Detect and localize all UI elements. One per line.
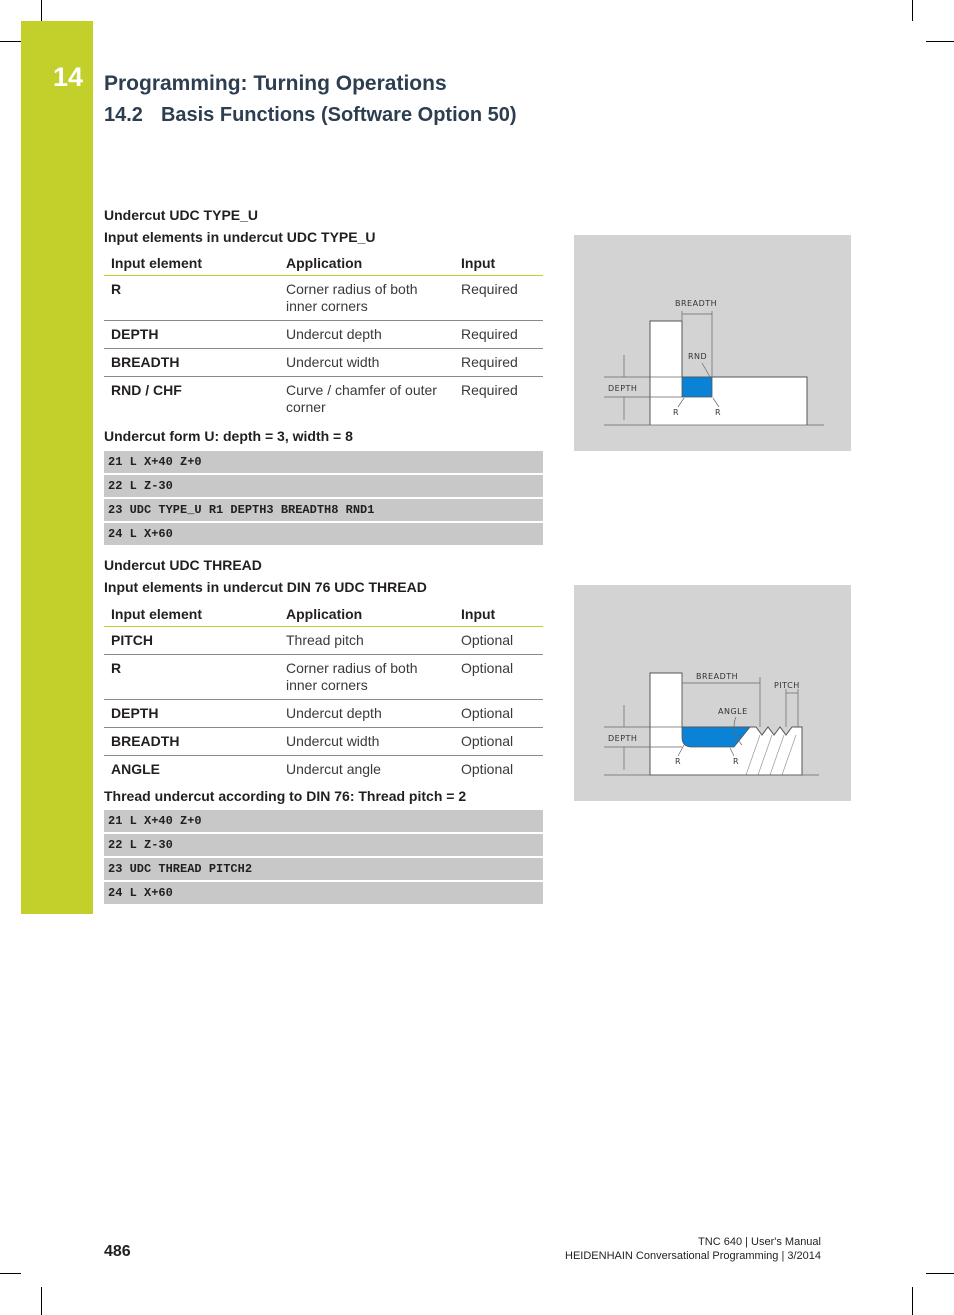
code-line: 23 UDC THREAD PITCH2: [104, 858, 543, 880]
section-title: [104, 104, 517, 127]
table-row: [104, 349, 543, 377]
block1-table-caption: Input elements in undercut UDC TYPE_U: [104, 229, 376, 245]
crop-mark: [926, 41, 954, 42]
cell-input: Optional: [454, 655, 543, 700]
cell-input: Required: [454, 321, 543, 349]
crop-mark: [912, 1287, 913, 1315]
block1-example-caption: Undercut form U: depth = 3, width = 8: [104, 428, 353, 444]
table-row: [104, 728, 543, 756]
footer-info: [565, 1235, 821, 1263]
cell-input: Optional: [454, 700, 543, 728]
cell-element: ANGLE: [111, 761, 160, 777]
section-number: 14.2: [104, 104, 143, 126]
block2-code: [104, 810, 543, 906]
code-line: 24 L X+60: [104, 523, 543, 545]
footer-edition: HEIDENHAIN Conversational Programming | 3/2014: [565, 1250, 821, 1262]
depth-label: DEPTH: [608, 734, 638, 743]
undercut-thread-diagram: [574, 585, 851, 801]
undercut-type-u-figure: [574, 235, 851, 451]
header-input-element: Input element: [104, 601, 279, 627]
cell-application: Thread pitch: [279, 627, 454, 655]
chapter-title: Programming: Turning Operations: [104, 72, 447, 95]
block1-heading: Undercut UDC TYPE_U: [104, 207, 259, 223]
code-line: 22 L Z-30: [104, 475, 543, 497]
crop-mark: [0, 41, 21, 42]
table-row: [104, 627, 543, 655]
code-line: 21 L X+40 Z+0: [104, 810, 543, 832]
depth-label: DEPTH: [608, 384, 638, 393]
r-label: R: [715, 408, 722, 417]
header-application: Application: [279, 250, 454, 276]
cell-application: Undercut depth: [279, 700, 454, 728]
r-label: R: [673, 408, 680, 417]
block2-table-caption: Input elements in undercut DIN 76 UDC THREAD: [104, 579, 427, 595]
code-line: 22 L Z-30: [104, 834, 543, 856]
crop-mark: [912, 0, 913, 21]
cell-application: Curve / chamfer of outer corner: [286, 382, 437, 415]
cell-element: R: [104, 655, 279, 700]
cell-input: Required: [454, 276, 543, 321]
cell-application: Undercut depth: [279, 321, 454, 349]
table-row: [104, 321, 543, 349]
table-row: [104, 756, 543, 784]
code-line: 23 UDC TYPE_U R1 DEPTH3 BREADTH8 RND1: [104, 499, 543, 521]
r-label: R: [675, 757, 682, 766]
block2-heading: Undercut UDC THREAD: [104, 557, 262, 573]
header-input-element: Input element: [104, 250, 279, 276]
cell-element: BREADTH: [104, 728, 279, 756]
crop-mark: [926, 1273, 954, 1274]
code-line: 24 L X+60: [104, 882, 543, 904]
page-number: 486: [104, 1243, 131, 1260]
pitch-label: PITCH: [774, 681, 800, 690]
angle-label: ANGLE: [718, 707, 748, 716]
cell-element: BREADTH: [104, 349, 279, 377]
cell-application: Corner radius of both inner corners: [279, 276, 454, 321]
header-application: Application: [279, 601, 454, 627]
block2-input-table: [104, 601, 543, 783]
section-name: Basis Functions (Software Option 50): [160, 104, 517, 126]
cell-input: Required: [454, 349, 543, 377]
cell-element: DEPTH: [104, 321, 279, 349]
table-row: [104, 655, 543, 700]
block1-code: [104, 451, 543, 547]
table-header-row: [104, 250, 543, 276]
cell-application: Undercut angle: [286, 761, 381, 777]
crop-mark: [41, 1287, 42, 1315]
rnd-label: RND: [688, 352, 708, 361]
chapter-sidebar: [21, 21, 93, 914]
chapter-number: 14: [53, 62, 84, 92]
cell-application: Undercut width: [279, 728, 454, 756]
cell-application: Corner radius of both inner corners: [279, 655, 454, 700]
code-line: 21 L X+40 Z+0: [104, 451, 543, 473]
footer-manual-title: TNC 640 | User's Manual: [698, 1236, 821, 1248]
table-header-row: [104, 601, 543, 627]
header-input: Input: [454, 601, 543, 627]
undercut-type-u-diagram: [574, 235, 851, 451]
cell-input: Optional: [461, 761, 514, 777]
r-label: R: [733, 757, 740, 766]
crop-mark: [41, 0, 42, 21]
crop-mark: [0, 1273, 21, 1274]
block1-input-table: [104, 250, 543, 421]
cell-element: R: [104, 276, 279, 321]
cell-element: PITCH: [104, 627, 279, 655]
table-row: [104, 377, 543, 422]
cell-input: Optional: [454, 728, 543, 756]
header-input: Input: [454, 250, 543, 276]
cell-element: DEPTH: [104, 700, 279, 728]
breadth-label: BREADTH: [696, 672, 739, 681]
cell-input: Optional: [454, 627, 543, 655]
block2-example-caption: Thread undercut according to DIN 76: Thread pitch = 2: [104, 788, 467, 804]
table-row: [104, 276, 543, 321]
cell-input: Required: [461, 382, 518, 398]
cell-application: Undercut width: [279, 349, 454, 377]
table-row: [104, 700, 543, 728]
breadth-label: BREADTH: [675, 299, 718, 308]
undercut-thread-figure: [574, 585, 851, 801]
cell-element: RND / CHF: [111, 382, 182, 398]
